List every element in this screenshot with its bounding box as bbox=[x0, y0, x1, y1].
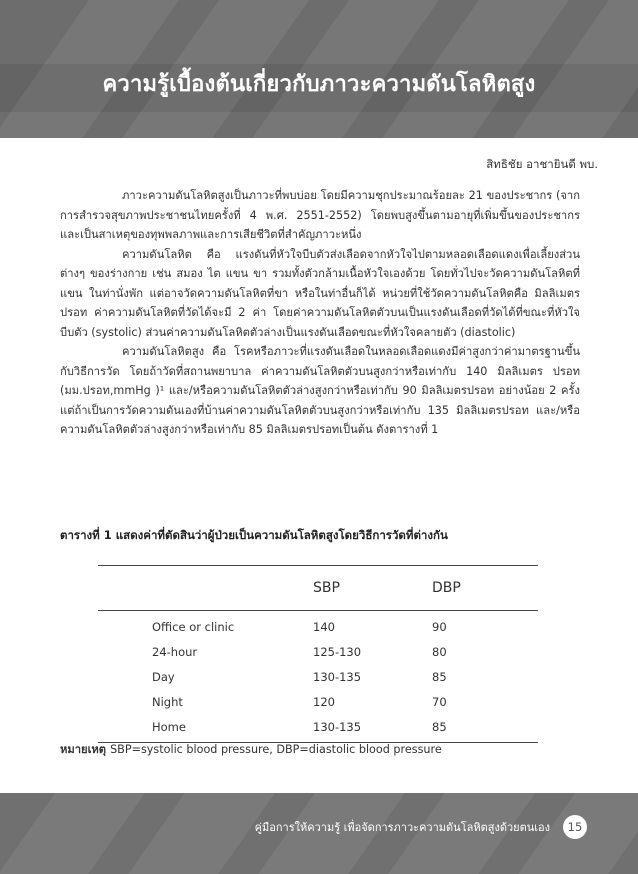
cell-method: Home bbox=[98, 714, 313, 743]
page-title: ความรู้เบื้องต้นเกี่ยวกับภาวะความดันโลหิตสูง bbox=[102, 72, 536, 97]
author-name: สิทธิชัย อาชายินดี พบ. bbox=[486, 157, 598, 171]
bp-threshold-table bbox=[98, 565, 538, 743]
table-note bbox=[60, 740, 442, 758]
note-text: SBP=systolic blood pressure, DBP=diastolic blood pressure bbox=[110, 743, 442, 756]
table-header-row bbox=[98, 566, 538, 611]
cell-dbp: 80 bbox=[432, 644, 447, 659]
cell-dbp: 70 bbox=[432, 694, 447, 709]
note-label: หมายเหตุ bbox=[60, 743, 107, 756]
column-header-method bbox=[98, 566, 313, 611]
paragraph: ความดันโลหิตสูง คือ โรคหรือภาวะที่แรงดันเลือดในหลอดเลือดแดงมีค่าสูงกว่าค่ามาตรฐานขึ้นกับวิธีการวัด โดยถ้าวัดที่สถานพยาบาล ค่าความดันโลหิตตัวบนสูงกว่าหรือเท่ากับ 140 มิลลิเมตร ปรอท (มม.ปรอท,mmHg )¹ และ/หรือความดันโลหิตตัวล่างสูงกว่าหรือเท่ากับ 90 มิลลิเมตรปรอท อย่างน้อย 2 ครั้ง แต่ถ้าเป็นการวัดความดันเองที่บ้านค่าความดันโลหิตตัวบนสูงกว่าหรือเท่ากับ 135 มิลลิเมตรปรอท และ/หรือความดันโลหิตตัวล่างสูงกว่าหรือเท่ากับ 85 มิลลิเมตรปรอทเป็นต้น ดังตารางที่ 1 bbox=[60, 345, 580, 436]
page-number: 15 bbox=[563, 815, 587, 839]
table-row bbox=[98, 664, 538, 689]
cell-sbp: 125-130 bbox=[313, 644, 362, 659]
column-header-sbp: SBP bbox=[313, 566, 432, 611]
cell-sbp: 130-135 bbox=[313, 714, 432, 743]
table-caption: ตารางที่ 1 แสดงค่าที่ตัดสินว่าผู้ป่วยเป็นความดันโลหิตสูงโดยวิธีการวัดที่ต่างกัน bbox=[60, 528, 448, 542]
column-header-dbp: DBP bbox=[432, 566, 538, 611]
cell-method: Office or clinic bbox=[152, 619, 235, 634]
cell-method: 24-hour bbox=[152, 644, 198, 659]
table-row bbox=[98, 714, 538, 743]
paragraph: ภาวะความดันโลหิตสูงเป็นภาวะที่พบบ่อย โดยมีความชุกประมาณร้อยละ 21 ของประชากร (จากการสำรวจสุขภาพประชาชนไทยครั้งที่ 4 พ.ศ. 2551-2552) โดยพบสูงขึ้นตามอายุที่เพิ่มขึ้นของประชากร และเป็นสาเหตุของทุพพลภาพและการเสียชีวิตที่สำคัญภาวะหนึ่ง bbox=[60, 189, 580, 241]
cell-sbp: 140 bbox=[313, 619, 335, 634]
cell-dbp: 85 bbox=[432, 714, 538, 743]
cell-dbp: 90 bbox=[432, 619, 447, 634]
cell-dbp: 85 bbox=[432, 669, 447, 684]
body-text bbox=[60, 186, 580, 440]
cell-method: Day bbox=[152, 669, 175, 684]
paragraph: ความดันโลหิต คือ แรงดันที่หัวใจบีบตัวส่งเลือดจากหัวใจไปตามหลอดเลือดแดงเพื่อเลี้ยงส่วนต่างๆ ของร่างกาย เช่น สมอง ไต แขน ขา รวมทั้งตัวกล้ามเนื้อหัวใจเองด้วย โดยทั่วไปจะวัดความดันโลหิตที่แขน ในท่านั่งพัก แต่อาจวัดความดันโลหิตที่ขา หรือในท่าอื่นก็ได้ หน่วยที่ใช้วัดความดันโลหิตคือ มิลลิเมตรปรอท ค่าความดันโลหิตที่วัดได้จะมี 2 ค่า โดยค่าความดันโลหิตตัวบนเป็นแรงดันเลือดที่วัดได้ที่ขณะที่หัวใจบีบตัว (systolic) ส่วนค่าความดันโลหิตตัวล่างเป็นแรงดันเลือดขณะที่หัวใจคลายตัว (diastolic) bbox=[60, 247, 580, 339]
table-row bbox=[98, 639, 538, 664]
cell-sbp: 120 bbox=[313, 694, 335, 709]
table-row bbox=[98, 611, 538, 640]
footer-title: คู่มือการให้ความรู้ เพื่อจัดการภาวะความดันโลหิตสูงด้วยตนเอง bbox=[254, 821, 550, 834]
table-row bbox=[98, 689, 538, 714]
cell-method: Night bbox=[152, 694, 183, 709]
cell-sbp: 130-135 bbox=[313, 669, 362, 684]
